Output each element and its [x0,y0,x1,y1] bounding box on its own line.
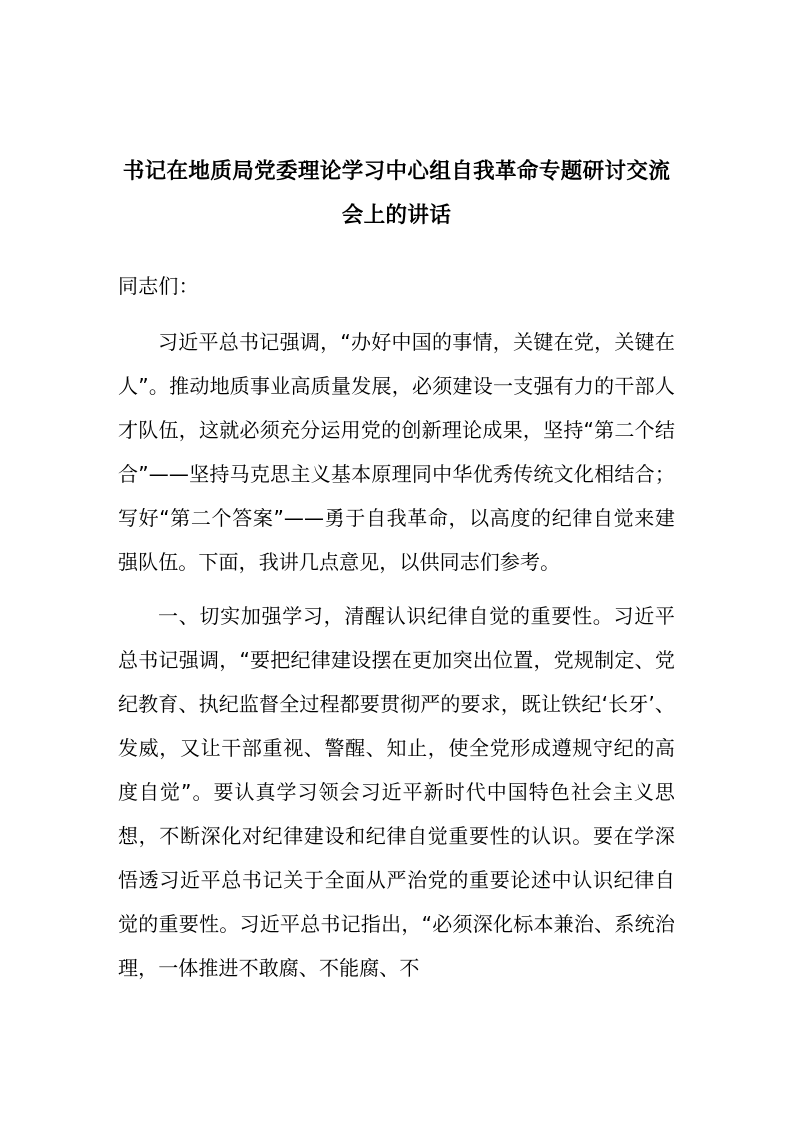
body-paragraph: 习近平总书记强调，“办好中国的事情，关键在党，关键在人”。推动地质事业高质量发展，必须建设一支强有力的干部人才队伍，这就必须充分运用党的创新理论成果，坚持“第二个结合”——坚持马克思主义基本原理同中华优秀传统文化相结合；写好“第二个答案”——勇于自我革命，以高度的纪律自觉来建强队伍。下面，我讲几点意见，以供同志们参考。 [118,330,675,574]
salutation: 同志们： [118,274,199,298]
page-title: 书记在地质局党委理论学习中心组自我革命专题研讨交流会上的讲话 [122,159,671,228]
body-paragraph: 一、切实加强学习，清醒认识纪律自觉的重要性。习近平总书记强调，“要把纪律建设摆在更加突出位置，党规制定、党纪教育、执纪监督全过程都要贯彻严的要求，既让铁纪‘长牙’、发威，又让干部重视、警醒、知止，使全党形成遵规守纪的高度自觉”。要认真学习领会习近平新时代中国特色社会主义思想，不断深化对纪律建设和纪律自觉重要性的认识。要在学深悟透习近平总书记关于全面从严治党的重要论述中认识纪律自觉的重要性。习近平总书记指出，“必须深化标本兼治、系统治理，一体推进不敢腐、不能腐、不 [118,604,675,980]
